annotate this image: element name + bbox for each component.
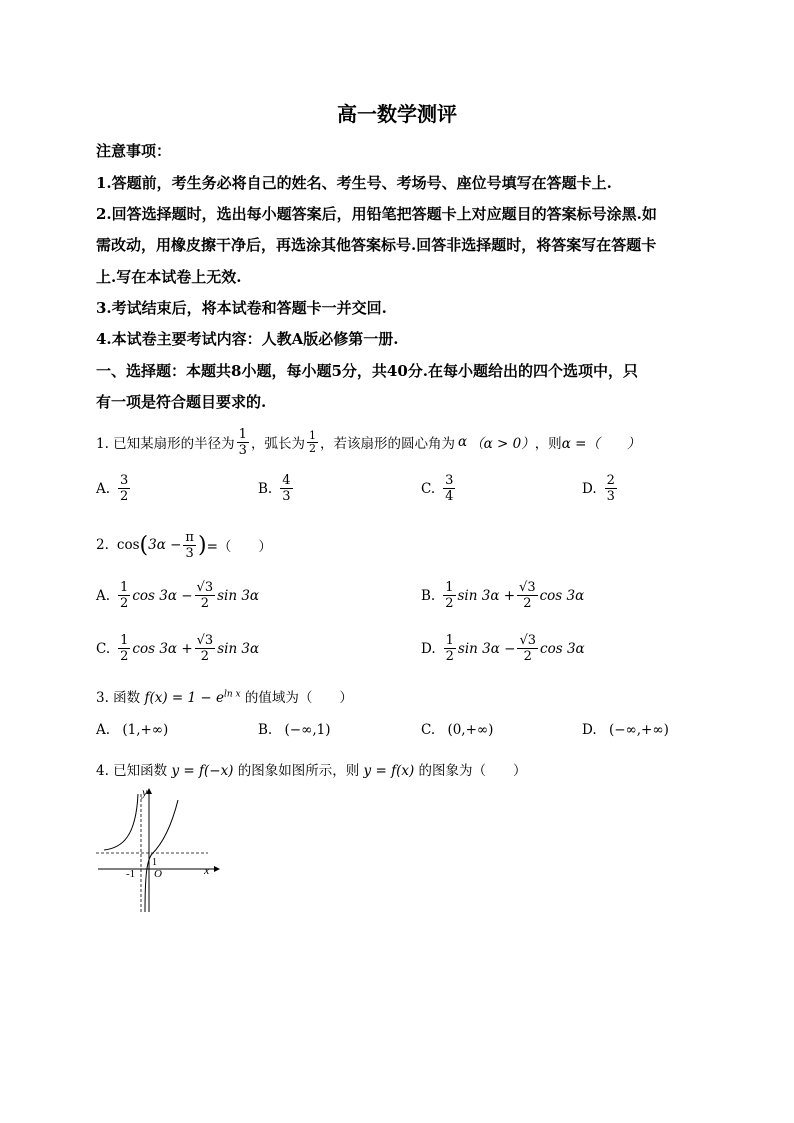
numerator: 1 bbox=[120, 580, 129, 595]
q1-text-2: ，弧长为 bbox=[250, 436, 305, 452]
q2-option-a bbox=[96, 580, 259, 611]
numerator: 1 bbox=[308, 428, 316, 442]
denominator: 3 bbox=[606, 489, 615, 504]
option-value: (−∞,1) bbox=[284, 722, 331, 738]
q2-number: 2. bbox=[96, 537, 109, 553]
q1-condition: （α > 0） bbox=[470, 436, 535, 452]
notice-item-2-cont: 需改动，用橡皮擦干净后，再选涂其他答案标号.回答非选择题时，将答案写在答题卡 bbox=[96, 236, 657, 254]
half-fraction bbox=[118, 580, 130, 611]
option-label: B. bbox=[258, 722, 273, 738]
notice-item-2-end: 上.写在本试卷上无效. bbox=[96, 268, 242, 286]
numerator: 1 bbox=[445, 633, 454, 648]
option-fraction bbox=[605, 473, 617, 504]
denominator: 2 bbox=[523, 596, 532, 611]
q2-option-d bbox=[421, 633, 585, 664]
denominator: 3 bbox=[185, 545, 194, 561]
q3-option-d bbox=[582, 722, 669, 738]
right-branch-curve bbox=[145, 800, 178, 912]
half-fraction bbox=[444, 633, 456, 664]
q2-cos: cos bbox=[116, 537, 140, 553]
denominator: 2 bbox=[445, 649, 454, 664]
option-label: D. bbox=[582, 480, 597, 497]
option-fraction bbox=[443, 473, 455, 504]
q4-text-1: 4. 已知函数 bbox=[96, 763, 168, 779]
option-fraction bbox=[280, 473, 292, 504]
q1-text-1: 1. 已知某扇形的半径为 bbox=[96, 436, 235, 452]
option-label: A. bbox=[96, 587, 111, 604]
denominator: 2 bbox=[308, 441, 316, 455]
option-term: cos 3α − bbox=[132, 587, 193, 604]
notice-item-1: 1.答题前，考生务必将自己的姓名、考生号、考场号、座位号填写在答题卡上. bbox=[96, 174, 612, 192]
q4-text-2: 的图象如图所示，则 bbox=[237, 763, 360, 779]
y-axis-label: y bbox=[142, 785, 148, 799]
q1-option-a bbox=[96, 473, 132, 504]
q1-option-d bbox=[582, 473, 619, 504]
option-label: B. bbox=[421, 587, 436, 604]
half-fraction bbox=[118, 633, 130, 664]
q1-text-5: α =（ ） bbox=[561, 436, 641, 452]
denominator: 3 bbox=[238, 442, 247, 458]
option-term: sin 3α bbox=[217, 587, 260, 604]
x-axis-label: x bbox=[204, 863, 210, 877]
option-label: A. bbox=[96, 722, 111, 738]
q3-option-b bbox=[258, 722, 331, 738]
notice-item-3: 3.考试结束后，将本试卷和答题卡一并交回. bbox=[96, 299, 387, 317]
option-label: D. bbox=[582, 722, 597, 738]
q1-arc-fraction bbox=[307, 430, 318, 455]
q1-option-b bbox=[258, 473, 295, 504]
q3-option-a bbox=[96, 722, 168, 738]
q3-option-c bbox=[421, 722, 493, 738]
option-label: C. bbox=[421, 480, 436, 497]
option-term: sin 3α bbox=[217, 640, 260, 657]
q4-text-3: 的图象为（ ） bbox=[418, 763, 527, 779]
numerator: √3 bbox=[196, 580, 214, 595]
q2-tail: =（ ） bbox=[206, 539, 272, 555]
page-title: 高一数学测评 bbox=[337, 102, 457, 126]
option-term: cos 3α bbox=[540, 640, 585, 657]
q3-text-post: 的值域为（ ） bbox=[244, 690, 353, 706]
q4-function-1: y = f(−x) bbox=[171, 763, 234, 779]
numerator: 1 bbox=[120, 633, 129, 648]
sqrt3-fraction bbox=[195, 633, 216, 664]
option-term: sin 3α − bbox=[457, 640, 516, 657]
q2-pi-fraction bbox=[183, 530, 196, 561]
tick-label-1: 1 bbox=[152, 857, 157, 868]
question-2 bbox=[96, 525, 272, 565]
numerator: 1 bbox=[238, 426, 247, 442]
denominator: 2 bbox=[120, 649, 129, 664]
section-heading: 一、选择题：本题共8小题，每小题5分，共40分.在每小题给出的四个选项中，只 bbox=[96, 362, 638, 380]
option-label: C. bbox=[96, 640, 111, 657]
option-term: cos 3α + bbox=[132, 640, 193, 657]
denominator: 2 bbox=[445, 596, 454, 611]
q1-option-c bbox=[421, 473, 457, 504]
option-value: (0,+∞) bbox=[447, 722, 494, 738]
q3-function: f(x) = 1 − e bbox=[144, 690, 224, 706]
numerator: 2 bbox=[606, 473, 615, 488]
sqrt3-fraction bbox=[517, 633, 538, 664]
q2-lparen: ( bbox=[139, 532, 149, 558]
q3-exponent: ln x bbox=[223, 689, 241, 700]
numerator: 4 bbox=[282, 473, 291, 488]
q2-option-c bbox=[96, 633, 259, 664]
numerator: √3 bbox=[196, 633, 214, 648]
denominator: 3 bbox=[282, 489, 291, 504]
q2-inner: 3α − bbox=[148, 537, 182, 553]
numerator: 1 bbox=[445, 580, 454, 595]
denominator: 4 bbox=[445, 489, 454, 504]
denominator: 2 bbox=[120, 489, 129, 504]
q4-function-graph bbox=[92, 782, 222, 916]
x-axis-arrow bbox=[214, 866, 220, 872]
option-term: sin 3α + bbox=[457, 587, 516, 604]
q1-text-4: ，则 bbox=[534, 436, 562, 452]
notice-heading: 注意事项： bbox=[96, 142, 172, 160]
numerator: √3 bbox=[519, 633, 537, 648]
option-value: (1,+∞) bbox=[122, 722, 169, 738]
q1-alpha: α bbox=[457, 434, 468, 450]
question-1 bbox=[96, 420, 640, 464]
notice-item-4: 4.本试卷主要考试内容：人教A版必修第一册. bbox=[96, 330, 399, 348]
origin-label: O bbox=[154, 868, 162, 880]
q4-function-2: y = f(x) bbox=[363, 763, 415, 779]
option-label: C. bbox=[421, 722, 436, 738]
numerator: √3 bbox=[519, 580, 536, 595]
option-label: D. bbox=[421, 640, 436, 657]
denominator: 2 bbox=[200, 596, 209, 611]
q2-rparen: ) bbox=[197, 532, 207, 558]
q3-text-pre: 3. 函数 bbox=[96, 690, 141, 706]
option-label: A. bbox=[96, 480, 111, 497]
option-label: B. bbox=[258, 480, 273, 497]
q1-text-3: ，若该扇形的圆心角为 bbox=[319, 436, 455, 452]
sqrt3-fraction bbox=[517, 580, 538, 611]
option-value: (−∞,+∞) bbox=[608, 722, 669, 738]
left-branch-curve bbox=[104, 794, 138, 850]
numerator: 3 bbox=[445, 473, 454, 488]
denominator: 2 bbox=[120, 596, 129, 611]
denominator: 2 bbox=[200, 649, 210, 664]
numerator: π bbox=[185, 529, 194, 545]
option-term: cos 3α bbox=[539, 587, 585, 604]
half-fraction bbox=[443, 580, 455, 611]
numerator: 3 bbox=[120, 473, 129, 488]
notice-item-2: 2.回答选择题时，选出每小题答案后，用铅笔把答题卡上对应题目的答案标号涂黑.如 bbox=[96, 205, 657, 223]
sqrt3-fraction bbox=[195, 580, 216, 611]
section-heading-cont: 有一项是符合题目要求的. bbox=[96, 393, 267, 411]
question-3 bbox=[96, 686, 353, 706]
question-4 bbox=[96, 759, 527, 779]
tick-label-neg1: -1 bbox=[126, 868, 136, 880]
q2-option-b bbox=[421, 580, 584, 611]
denominator: 2 bbox=[523, 649, 532, 664]
option-fraction bbox=[118, 473, 130, 504]
q1-radius-fraction bbox=[237, 427, 249, 458]
